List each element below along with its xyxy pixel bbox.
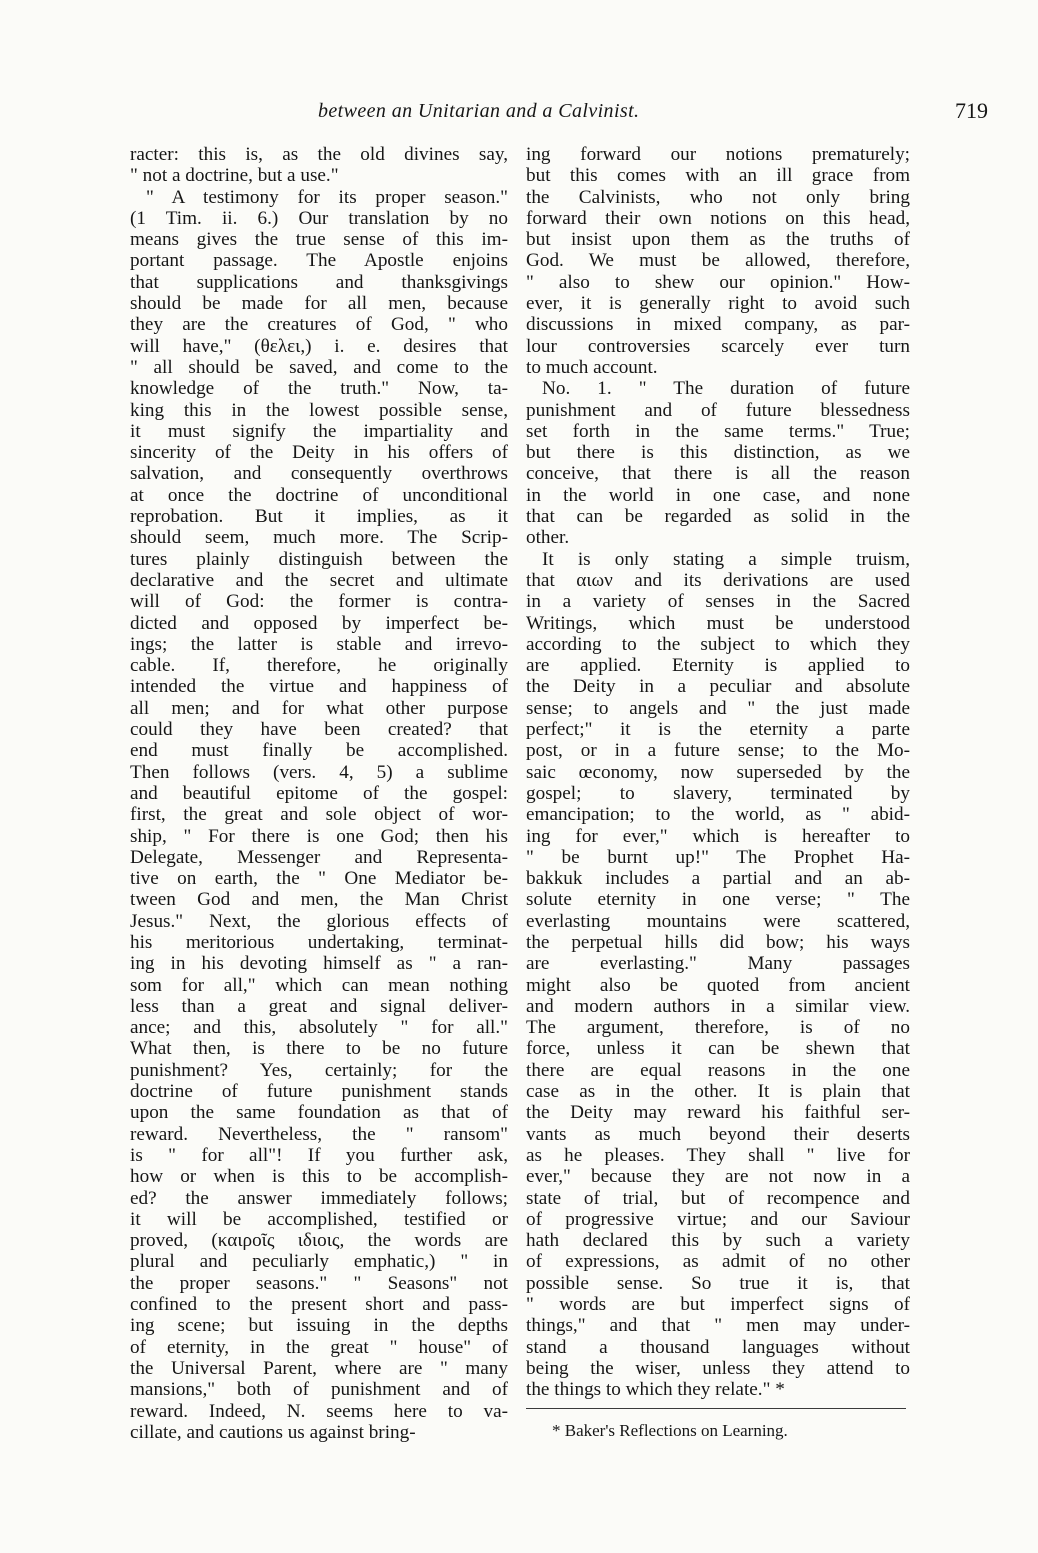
text-line: that can be regarded as solid in the — [526, 506, 910, 528]
text-line: doctrine of future punishment stands — [130, 1081, 508, 1103]
text-line: the Deity in a peculiar and absolute — [526, 676, 910, 698]
text-line: ings; the latter is stable and irrevo- — [130, 633, 508, 655]
text-line: intended the virtue and happiness of — [130, 676, 508, 698]
text-line: hath declared this by such a variety — [526, 1230, 910, 1252]
text-line: the Deity may reward his faithful ser- — [526, 1102, 910, 1124]
text-line: of eternity, in the great " house" of — [130, 1336, 508, 1358]
text-line: things," and that " men may under- — [526, 1315, 910, 1337]
text-line: as he pleases. They shall " live for — [526, 1144, 910, 1166]
text-line: will of God: the former is contra- — [130, 591, 508, 613]
text-line: stand a thousand languages without — [526, 1336, 910, 1358]
text-line: sense; to angels and " the just made — [526, 697, 910, 719]
text-line: should seem, much more. The Scrip- — [130, 527, 508, 549]
text-line: post, or in a future sense; to the Mo- — [526, 740, 910, 762]
text-line: they are the creatures of God, " who — [130, 314, 508, 336]
text-line: means gives the true sense of this im- — [130, 229, 508, 251]
text-line: confined to the present short and pass- — [130, 1294, 508, 1316]
text-line: that αιων and its derivations are used — [526, 569, 910, 591]
text-line: reprobation. But it implies, as it — [130, 506, 508, 528]
running-head — [0, 96, 1038, 130]
text-line: Writings, which must be understood — [526, 612, 910, 634]
text-line: in a variety of senses in the Sacred — [526, 591, 910, 613]
text-line: portant passage. The Apostle enjoins — [130, 250, 508, 272]
text-line: state of trial, but of recompence and — [526, 1187, 910, 1209]
text-line: all men; and for what other purpose — [130, 697, 508, 719]
text-line: being the wiser, unless they attend to — [526, 1357, 910, 1379]
text-line: at once the doctrine of unconditional — [130, 484, 508, 506]
text-line: tween God and men, the Man Christ — [130, 889, 508, 911]
text-line: ever, it is generally right to avoid such — [526, 293, 910, 315]
text-line: it must signify the impartiality and — [130, 420, 508, 442]
text-line: the proper seasons." " Seasons" not — [130, 1272, 508, 1294]
text-line: are everlasting." Many passages — [526, 953, 910, 975]
text-line: but this comes with an ill grace from — [526, 165, 910, 187]
text-line: ing for ever," which is hereafter to — [526, 825, 910, 847]
text-line: vants as much beyond their deserts — [526, 1123, 910, 1145]
text-line: lour controversies scarcely ever turn — [526, 335, 910, 357]
footnote: * Baker's Reflections on Learning. — [552, 1421, 788, 1440]
text-line: but insist upon them as the truths of — [526, 229, 910, 251]
text-line: punishment and of future blessedness — [526, 399, 910, 421]
text-line: The argument, therefore, is of no — [526, 1017, 910, 1039]
text-line: should be made for all men, because — [130, 293, 508, 315]
text-line: discussions in mixed company, as par- — [526, 314, 910, 336]
text-line: other. — [526, 527, 570, 549]
text-line: reward. Nevertheless, the " ransom" — [130, 1123, 508, 1145]
text-line: saic œconomy, now superseded by the — [526, 761, 910, 783]
text-line: Then follows (vers. 4, 5) a sublime — [130, 761, 508, 783]
text-line: bakkuk includes a partial and an ab- — [526, 868, 910, 890]
text-line: everlasting mountains were scattered, — [526, 910, 910, 932]
text-line: It is only stating a simple truism, — [542, 548, 910, 570]
text-line: possible sense. So true it is, that — [526, 1272, 910, 1294]
text-line: God. We must be allowed, therefore, — [526, 250, 910, 272]
text-line: racter: this is, as the old divines say, — [130, 144, 508, 165]
text-line: his meritorious undertaking, terminat- — [130, 931, 508, 953]
text-line: and modern authors in a similar view. — [526, 995, 910, 1017]
text-line: knowledge of the truth." Now, ta- — [130, 378, 508, 400]
text-line: less than a great and signal deliver- — [130, 995, 508, 1017]
text-line: Jesus." Next, the glorious effects of — [130, 910, 508, 932]
text-line: tures plainly distinguish between the — [130, 548, 508, 570]
text-line: of expressions, as admit of no other — [526, 1251, 910, 1273]
text-line: but there is this distinction, as we — [526, 442, 910, 464]
text-line: ing in his devoting himself as " a ran- — [130, 953, 508, 975]
text-line: end must finally be accomplished. — [130, 740, 508, 762]
text-line: perfect;" it is the eternity a parte — [526, 719, 910, 741]
text-line: it will be accomplished, testified or — [130, 1208, 508, 1230]
text-line: the Universal Parent, where are " many — [130, 1357, 508, 1379]
text-line: ever," because they are not now in a — [526, 1166, 910, 1188]
text-line: punishment? Yes, certainly; for the — [130, 1059, 508, 1081]
text-line: of progressive virtue; and our Saviour — [526, 1208, 910, 1230]
text-line: there are equal reasons in the one — [526, 1059, 910, 1081]
text-line: first, the great and sole object of wor- — [130, 804, 508, 826]
text-line: What then, is there to be no future — [130, 1038, 508, 1060]
text-line: " A testimony for its proper season." — [146, 186, 508, 208]
text-line: emancipation; to the world, as " abid- — [526, 804, 910, 826]
text-line: will have," (θελει,) i. e. desires that — [130, 335, 508, 357]
text-line: declarative and the secret and ultimate — [130, 569, 508, 591]
page-number: 719 — [955, 98, 988, 123]
text-line: (1 Tim. ii. 6.) Our translation by no — [130, 207, 508, 229]
text-line: ship, " For there is one God; then his — [130, 825, 508, 847]
text-line: are applied. Eternity is applied to — [526, 655, 910, 677]
left-text-column — [130, 144, 508, 1464]
text-line: the things to which they relate." * — [526, 1379, 785, 1401]
text-line: ing forward our notions prematurely; — [526, 144, 910, 165]
text-line: king this in the lowest possible sense, — [130, 399, 508, 421]
text-line: could they have been created? that — [130, 719, 508, 741]
text-line: salvation, and consequently overthrows — [130, 463, 508, 485]
text-line: ance; and this, absolutely " for all." — [130, 1017, 508, 1039]
text-line: ing scene; but issuing in the depths — [130, 1315, 508, 1337]
text-line: the perpetual hills did bow; his ways — [526, 931, 910, 953]
running-title: between an Unitarian and a Calvinist. — [318, 100, 640, 122]
text-line: set forth in the same terms." True; — [526, 420, 910, 442]
text-line: in the world in one case, and none — [526, 484, 910, 506]
text-line: that supplications and thanksgivings — [130, 271, 508, 293]
text-line: the Calvinists, who not only bring — [526, 186, 910, 208]
text-line: " all should be saved, and come to the — [130, 356, 508, 378]
text-line: might also be quoted from ancient — [526, 974, 910, 996]
text-line: cillate, and cautions us against bring- — [130, 1421, 416, 1443]
text-line: to much account. — [526, 356, 658, 378]
text-line: forward their own notions on this head, — [526, 207, 910, 229]
text-line: according to the subject to which they — [526, 633, 910, 655]
text-line: conceive, that there is all the reason — [526, 463, 910, 485]
text-line: and beautiful epitome of the gospel: — [130, 782, 508, 804]
text-line: mansions," both of punishment and of — [130, 1379, 508, 1401]
footnote-divider — [526, 1408, 906, 1409]
right-text-column — [526, 144, 910, 1464]
text-line: gospel; to slavery, terminated by — [526, 782, 910, 804]
text-line: sincerity of the Deity in his offers of — [130, 442, 508, 464]
text-line: how or when is this to be accomplish- — [130, 1166, 508, 1188]
text-line: solute eternity in one verse; " The — [526, 889, 910, 911]
text-line: reward. Indeed, N. seems here to va- — [130, 1400, 508, 1422]
text-line: Delegate, Messenger and Representa- — [130, 846, 508, 868]
text-line: proved, (καιροῖς ιδιοις, the words are — [130, 1230, 508, 1252]
text-line: is " for all"! If you further ask, — [130, 1144, 508, 1166]
text-line: case as in the other. It is plain that — [526, 1081, 910, 1103]
text-line: plural and peculiarly emphatic,) " in — [130, 1251, 508, 1273]
text-line: " words are but imperfect signs of — [526, 1294, 910, 1316]
text-line: cable. If, therefore, he originally — [130, 655, 508, 677]
text-line: upon the same foundation as that of — [130, 1102, 508, 1124]
text-line: force, unless it can be shewn that — [526, 1038, 910, 1060]
text-line: " be burnt up!" The Prophet Ha- — [526, 846, 910, 868]
text-line: No. 1. " The duration of future — [542, 378, 910, 400]
text-line: " also to shew our opinion." How- — [526, 271, 910, 293]
text-line: ed? the answer immediately follows; — [130, 1187, 508, 1209]
text-line: dicted and opposed by imperfect be- — [130, 612, 508, 634]
text-line: tive on earth, the " One Mediator be- — [130, 868, 508, 890]
text-line: " not a doctrine, but a use." — [130, 165, 339, 187]
text-line: som for all," which can mean nothing — [130, 974, 508, 996]
